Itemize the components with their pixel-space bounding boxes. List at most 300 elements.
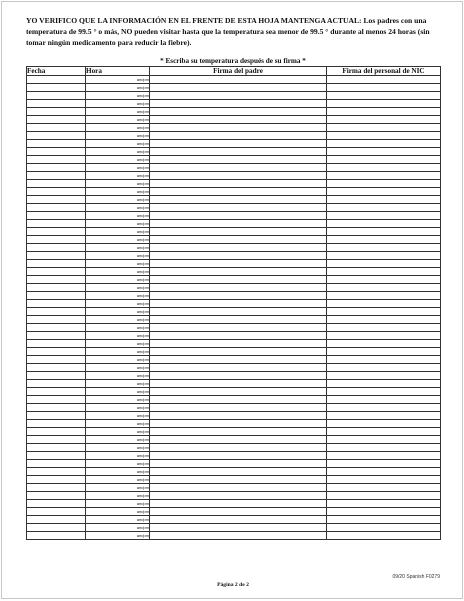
table-row: [27, 412, 441, 420]
hora-cell[interactable]: am/pm: [86, 484, 150, 492]
firma-padre-cell[interactable]: [150, 340, 327, 348]
firma-nic-cell[interactable]: [327, 172, 441, 180]
table-row: [27, 84, 441, 92]
fecha-cell[interactable]: [27, 260, 86, 268]
hora-cell[interactable]: am/pm: [86, 500, 150, 508]
table-row: [27, 316, 441, 324]
table-row: [27, 436, 441, 444]
table-row: [27, 180, 441, 188]
table-row: [27, 532, 441, 540]
table-row: [27, 308, 441, 316]
hora-cell[interactable]: am/pm: [86, 164, 150, 172]
firma-nic-cell[interactable]: [327, 196, 441, 204]
table-row: [27, 268, 441, 276]
fecha-cell[interactable]: [27, 492, 86, 500]
firma-padre-cell[interactable]: [150, 420, 327, 428]
firma-padre-cell[interactable]: [150, 284, 327, 292]
fecha-cell[interactable]: [27, 164, 86, 172]
firma-padre-cell[interactable]: [150, 380, 327, 388]
hora-cell[interactable]: am/pm: [86, 236, 150, 244]
table-row: [27, 244, 441, 252]
firma-padre-cell[interactable]: [150, 228, 327, 236]
firma-nic-cell[interactable]: [327, 204, 441, 212]
hora-cell[interactable]: am/pm: [86, 284, 150, 292]
firma-nic-cell[interactable]: [327, 500, 441, 508]
fecha-cell[interactable]: [27, 388, 86, 396]
table-row: [27, 148, 441, 156]
hora-cell[interactable]: am/pm: [86, 452, 150, 460]
fecha-cell[interactable]: [27, 196, 86, 204]
hora-cell[interactable]: am/pm: [86, 212, 150, 220]
firma-nic-cell[interactable]: [327, 148, 441, 156]
firma-padre-cell[interactable]: [150, 92, 327, 100]
firma-padre-cell[interactable]: [150, 204, 327, 212]
fecha-cell[interactable]: [27, 292, 86, 300]
hora-cell[interactable]: am/pm: [86, 324, 150, 332]
table-row: [27, 172, 441, 180]
fecha-cell[interactable]: [27, 148, 86, 156]
fecha-cell[interactable]: [27, 172, 86, 180]
firma-nic-cell[interactable]: [327, 284, 441, 292]
fecha-cell[interactable]: [27, 532, 86, 540]
firma-padre-cell[interactable]: [150, 452, 327, 460]
firma-nic-cell[interactable]: [327, 364, 441, 372]
table-row: [27, 468, 441, 476]
hora-cell[interactable]: am/pm: [86, 332, 150, 340]
table-row: [27, 276, 441, 284]
firma-padre-cell[interactable]: [150, 492, 327, 500]
table-row: [27, 196, 441, 204]
fecha-cell[interactable]: [27, 308, 86, 316]
firma-padre-cell[interactable]: [150, 484, 327, 492]
hora-cell[interactable]: am/pm: [86, 428, 150, 436]
table-row: [27, 452, 441, 460]
fecha-cell[interactable]: [27, 140, 86, 148]
firma-padre-cell[interactable]: [150, 300, 327, 308]
hora-cell[interactable]: am/pm: [86, 444, 150, 452]
table-body: [27, 76, 441, 540]
firma-nic-cell[interactable]: [327, 372, 441, 380]
firma-nic-cell[interactable]: [327, 436, 441, 444]
firma-nic-cell[interactable]: [327, 324, 441, 332]
fecha-cell[interactable]: [27, 500, 86, 508]
hora-cell[interactable]: am/pm: [86, 220, 150, 228]
table-row: [27, 188, 441, 196]
hora-cell[interactable]: am/pm: [86, 124, 150, 132]
fecha-cell[interactable]: [27, 156, 86, 164]
firma-padre-cell[interactable]: [150, 332, 327, 340]
fecha-cell[interactable]: [27, 244, 86, 252]
firma-padre-cell[interactable]: [150, 388, 327, 396]
hora-cell[interactable]: am/pm: [86, 260, 150, 268]
fecha-cell[interactable]: [27, 324, 86, 332]
firma-nic-cell[interactable]: [327, 132, 441, 140]
table-row: [27, 492, 441, 500]
firma-padre-cell[interactable]: [150, 188, 327, 196]
table-row: [27, 428, 441, 436]
hora-cell[interactable]: am/pm: [86, 196, 150, 204]
firma-padre-cell[interactable]: [150, 460, 327, 468]
table-row: [27, 220, 441, 228]
fecha-cell[interactable]: [27, 268, 86, 276]
table-row: [27, 332, 441, 340]
fecha-cell[interactable]: [27, 92, 86, 100]
firma-nic-cell[interactable]: [327, 108, 441, 116]
firma-padre-cell[interactable]: [150, 196, 327, 204]
hora-cell[interactable]: am/pm: [86, 356, 150, 364]
hora-cell[interactable]: am/pm: [86, 292, 150, 300]
firma-padre-cell[interactable]: [150, 508, 327, 516]
firma-nic-cell[interactable]: [327, 84, 441, 92]
firma-nic-cell[interactable]: [327, 116, 441, 124]
firma-nic-cell[interactable]: [327, 300, 441, 308]
firma-padre-cell[interactable]: [150, 164, 327, 172]
firma-nic-cell[interactable]: [327, 420, 441, 428]
firma-nic-cell[interactable]: [327, 428, 441, 436]
table-row: [27, 132, 441, 140]
table-row: [27, 356, 441, 364]
hora-cell[interactable]: am/pm: [86, 156, 150, 164]
hora-cell[interactable]: am/pm: [86, 412, 150, 420]
firma-nic-cell[interactable]: [327, 508, 441, 516]
firma-padre-cell[interactable]: [150, 516, 327, 524]
firma-nic-cell[interactable]: [327, 76, 441, 84]
firma-nic-cell[interactable]: [327, 412, 441, 420]
firma-nic-cell[interactable]: [327, 356, 441, 364]
hora-cell[interactable]: am/pm: [86, 436, 150, 444]
firma-nic-cell[interactable]: [327, 492, 441, 500]
temperature-instruction: * Escriba su temperatura después de su firma *: [160, 57, 306, 65]
fecha-cell[interactable]: [27, 428, 86, 436]
firma-padre-cell[interactable]: [150, 268, 327, 276]
hora-cell[interactable]: am/pm: [86, 252, 150, 260]
table-row: [27, 124, 441, 132]
firma-padre-cell[interactable]: [150, 532, 327, 540]
hora-cell[interactable]: am/pm: [86, 316, 150, 324]
table-row: [27, 164, 441, 172]
hora-cell[interactable]: am/pm: [86, 308, 150, 316]
verification-statement: YO VERIFICO QUE LA INFORMACIÓN EN EL FRENTE DE ESTA HOJA MANTENGA ACTUAL: Los padres con una temperatura de 99.5 ° o más, NO pueden visitar hasta que la temperatura sea menor de 99.5 ° durante al menos 24 horas (sin tomar ningún medicamento para reducir la fiebre).: [26, 16, 430, 47]
table-row: [27, 236, 441, 244]
hora-cell[interactable]: am/pm: [86, 268, 150, 276]
firma-padre-cell[interactable]: [150, 212, 327, 220]
fecha-cell[interactable]: [27, 204, 86, 212]
fecha-cell[interactable]: [27, 396, 86, 404]
firma-padre-cell[interactable]: [150, 364, 327, 372]
hora-cell[interactable]: am/pm: [86, 108, 150, 116]
hora-cell[interactable]: am/pm: [86, 172, 150, 180]
firma-nic-cell[interactable]: [327, 380, 441, 388]
firma-nic-cell[interactable]: [327, 444, 441, 452]
fecha-cell[interactable]: [27, 364, 86, 372]
firma-nic-cell[interactable]: [327, 388, 441, 396]
fecha-cell[interactable]: [27, 212, 86, 220]
fecha-cell[interactable]: [27, 348, 86, 356]
firma-nic-cell[interactable]: [327, 476, 441, 484]
firma-nic-cell[interactable]: [327, 100, 441, 108]
fecha-cell[interactable]: [27, 436, 86, 444]
fecha-cell[interactable]: [27, 476, 86, 484]
table-row: [27, 460, 441, 468]
table-row: [27, 364, 441, 372]
firma-padre-cell[interactable]: [150, 156, 327, 164]
fecha-cell[interactable]: [27, 508, 86, 516]
firma-padre-cell[interactable]: [150, 236, 327, 244]
hora-cell[interactable]: am/pm: [86, 516, 150, 524]
table-row: [27, 300, 441, 308]
form-page: [1, 1, 463, 599]
firma-nic-cell[interactable]: [327, 164, 441, 172]
firma-nic-cell[interactable]: [327, 244, 441, 252]
firma-nic-cell[interactable]: [327, 92, 441, 100]
fecha-cell[interactable]: [27, 468, 86, 476]
hora-cell[interactable]: am/pm: [86, 460, 150, 468]
firma-padre-cell[interactable]: [150, 180, 327, 188]
firma-padre-cell[interactable]: [150, 308, 327, 316]
fecha-cell[interactable]: [27, 412, 86, 420]
firma-padre-cell[interactable]: [150, 124, 327, 132]
table-row: [27, 228, 441, 236]
hora-cell[interactable]: am/pm: [86, 84, 150, 92]
firma-padre-cell[interactable]: [150, 316, 327, 324]
form-code: 09/20 Spanish F0279: [392, 574, 440, 580]
firma-nic-cell[interactable]: [327, 180, 441, 188]
firma-padre-cell[interactable]: [150, 132, 327, 140]
firma-nic-cell[interactable]: [327, 452, 441, 460]
firma-padre-cell[interactable]: [150, 372, 327, 380]
firma-nic-cell[interactable]: [327, 260, 441, 268]
firma-padre-cell[interactable]: [150, 476, 327, 484]
hora-cell[interactable]: am/pm: [86, 228, 150, 236]
fecha-cell[interactable]: [27, 124, 86, 132]
page-number: Página 2 de 2: [217, 582, 249, 588]
fecha-cell[interactable]: [27, 84, 86, 92]
firma-nic-cell[interactable]: [327, 124, 441, 132]
fecha-cell[interactable]: [27, 284, 86, 292]
firma-nic-cell[interactable]: [327, 228, 441, 236]
fecha-cell[interactable]: [27, 236, 86, 244]
table-row: [27, 388, 441, 396]
firma-nic-cell[interactable]: [327, 236, 441, 244]
firma-padre-cell[interactable]: [150, 76, 327, 84]
fecha-cell[interactable]: [27, 100, 86, 108]
table-row: [27, 508, 441, 516]
firma-padre-cell[interactable]: [150, 252, 327, 260]
fecha-cell[interactable]: [27, 108, 86, 116]
firma-nic-cell[interactable]: [327, 212, 441, 220]
fecha-cell[interactable]: [27, 404, 86, 412]
hora-cell[interactable]: am/pm: [86, 204, 150, 212]
table-row: [27, 444, 441, 452]
firma-padre-cell[interactable]: [150, 276, 327, 284]
hora-cell[interactable]: am/pm: [86, 524, 150, 532]
firma-nic-cell[interactable]: [327, 348, 441, 356]
hora-cell[interactable]: am/pm: [86, 116, 150, 124]
fecha-cell[interactable]: [27, 220, 86, 228]
firma-nic-cell[interactable]: [327, 156, 441, 164]
firma-nic-cell[interactable]: [327, 276, 441, 284]
fecha-cell[interactable]: [27, 276, 86, 284]
firma-nic-cell[interactable]: [327, 332, 441, 340]
hora-cell[interactable]: am/pm: [86, 380, 150, 388]
firma-padre-cell[interactable]: [150, 404, 327, 412]
firma-nic-cell[interactable]: [327, 220, 441, 228]
firma-nic-cell[interactable]: [327, 308, 441, 316]
table-header-row: [27, 67, 441, 76]
fecha-cell[interactable]: [27, 484, 86, 492]
fecha-cell[interactable]: [27, 372, 86, 380]
hora-cell[interactable]: am/pm: [86, 340, 150, 348]
table-row: [27, 420, 441, 428]
table-row: [27, 204, 441, 212]
firma-nic-cell[interactable]: [327, 516, 441, 524]
hora-cell[interactable]: am/pm: [86, 372, 150, 380]
fecha-cell[interactable]: [27, 516, 86, 524]
hora-cell[interactable]: am/pm: [86, 476, 150, 484]
firma-padre-cell[interactable]: [150, 140, 327, 148]
fecha-cell[interactable]: [27, 460, 86, 468]
firma-padre-cell[interactable]: [150, 356, 327, 364]
firma-padre-cell[interactable]: [150, 436, 327, 444]
table-row: [27, 340, 441, 348]
fecha-cell[interactable]: [27, 340, 86, 348]
hora-cell[interactable]: am/pm: [86, 404, 150, 412]
fecha-cell[interactable]: [27, 332, 86, 340]
column-header-firma-padre: Firma del padre: [150, 67, 327, 76]
firma-padre-cell[interactable]: [150, 172, 327, 180]
hora-cell[interactable]: am/pm: [86, 188, 150, 196]
table-row: [27, 372, 441, 380]
firma-nic-cell[interactable]: [327, 524, 441, 532]
firma-nic-cell[interactable]: [327, 468, 441, 476]
firma-padre-cell[interactable]: [150, 260, 327, 268]
fecha-cell[interactable]: [27, 524, 86, 532]
hora-cell[interactable]: am/pm: [86, 492, 150, 500]
firma-nic-cell[interactable]: [327, 340, 441, 348]
firma-padre-cell[interactable]: [150, 292, 327, 300]
firma-nic-cell[interactable]: [327, 316, 441, 324]
table-row: [27, 76, 441, 84]
table-row: [27, 476, 441, 484]
hora-cell[interactable]: am/pm: [86, 180, 150, 188]
fecha-cell[interactable]: [27, 452, 86, 460]
firma-nic-cell[interactable]: [327, 460, 441, 468]
table-row: [27, 108, 441, 116]
hora-cell[interactable]: am/pm: [86, 140, 150, 148]
firma-padre-cell[interactable]: [150, 524, 327, 532]
fecha-cell[interactable]: [27, 188, 86, 196]
table-row: [27, 212, 441, 220]
hora-cell[interactable]: am/pm: [86, 508, 150, 516]
firma-nic-cell[interactable]: [327, 140, 441, 148]
table-row: [27, 348, 441, 356]
fecha-cell[interactable]: [27, 116, 86, 124]
firma-nic-cell[interactable]: [327, 252, 441, 260]
table-row: [27, 252, 441, 260]
table-row: [27, 260, 441, 268]
table-row: [27, 404, 441, 412]
table-row: [27, 100, 441, 108]
firma-nic-cell[interactable]: [327, 396, 441, 404]
fecha-cell[interactable]: [27, 300, 86, 308]
hora-cell[interactable]: am/pm: [86, 300, 150, 308]
firma-padre-cell[interactable]: [150, 220, 327, 228]
hora-cell[interactable]: am/pm: [86, 92, 150, 100]
fecha-cell[interactable]: [27, 180, 86, 188]
hora-cell[interactable]: am/pm: [86, 396, 150, 404]
firma-padre-cell[interactable]: [150, 108, 327, 116]
firma-padre-cell[interactable]: [150, 148, 327, 156]
fecha-cell[interactable]: [27, 420, 86, 428]
fecha-cell[interactable]: [27, 252, 86, 260]
hora-cell[interactable]: am/pm: [86, 468, 150, 476]
table-row: [27, 500, 441, 508]
hora-cell[interactable]: am/pm: [86, 348, 150, 356]
table-row: [27, 324, 441, 332]
firma-nic-cell[interactable]: [327, 484, 441, 492]
table-row: [27, 156, 441, 164]
hora-cell[interactable]: am/pm: [86, 532, 150, 540]
hora-cell[interactable]: am/pm: [86, 132, 150, 140]
hora-cell[interactable]: am/pm: [86, 364, 150, 372]
table-row: [27, 92, 441, 100]
fecha-cell[interactable]: [27, 132, 86, 140]
firma-padre-cell[interactable]: [150, 444, 327, 452]
hora-cell[interactable]: am/pm: [86, 76, 150, 84]
fecha-cell[interactable]: [27, 228, 86, 236]
hora-cell[interactable]: am/pm: [86, 276, 150, 284]
table-row: [27, 484, 441, 492]
firma-padre-cell[interactable]: [150, 396, 327, 404]
firma-nic-cell[interactable]: [327, 532, 441, 540]
firma-nic-cell[interactable]: [327, 268, 441, 276]
firma-padre-cell[interactable]: [150, 428, 327, 436]
firma-padre-cell[interactable]: [150, 500, 327, 508]
firma-padre-cell[interactable]: [150, 324, 327, 332]
fecha-cell[interactable]: [27, 356, 86, 364]
table-row: [27, 284, 441, 292]
table-row: [27, 524, 441, 532]
firma-padre-cell[interactable]: [150, 412, 327, 420]
firma-nic-cell[interactable]: [327, 404, 441, 412]
fecha-cell[interactable]: [27, 76, 86, 84]
table-row: [27, 116, 441, 124]
firma-padre-cell[interactable]: [150, 468, 327, 476]
column-header-firma-nic: Firma del personal de NIC: [327, 67, 441, 76]
hora-cell[interactable]: am/pm: [86, 244, 150, 252]
hora-cell[interactable]: am/pm: [86, 100, 150, 108]
fecha-cell[interactable]: [27, 444, 86, 452]
firma-padre-cell[interactable]: [150, 244, 327, 252]
hora-cell[interactable]: am/pm: [86, 388, 150, 396]
firma-padre-cell[interactable]: [150, 84, 327, 92]
firma-padre-cell[interactable]: [150, 100, 327, 108]
firma-nic-cell[interactable]: [327, 188, 441, 196]
hora-cell[interactable]: am/pm: [86, 148, 150, 156]
visit-log-table: [26, 66, 441, 540]
hora-cell[interactable]: am/pm: [86, 420, 150, 428]
table-row: [27, 396, 441, 404]
firma-padre-cell[interactable]: [150, 348, 327, 356]
table-row: [27, 380, 441, 388]
fecha-cell[interactable]: [27, 316, 86, 324]
column-header-fecha: Fecha: [27, 67, 86, 76]
firma-padre-cell[interactable]: [150, 116, 327, 124]
table-row: [27, 516, 441, 524]
firma-nic-cell[interactable]: [327, 292, 441, 300]
column-header-hora: Hora: [86, 67, 150, 76]
fecha-cell[interactable]: [27, 380, 86, 388]
